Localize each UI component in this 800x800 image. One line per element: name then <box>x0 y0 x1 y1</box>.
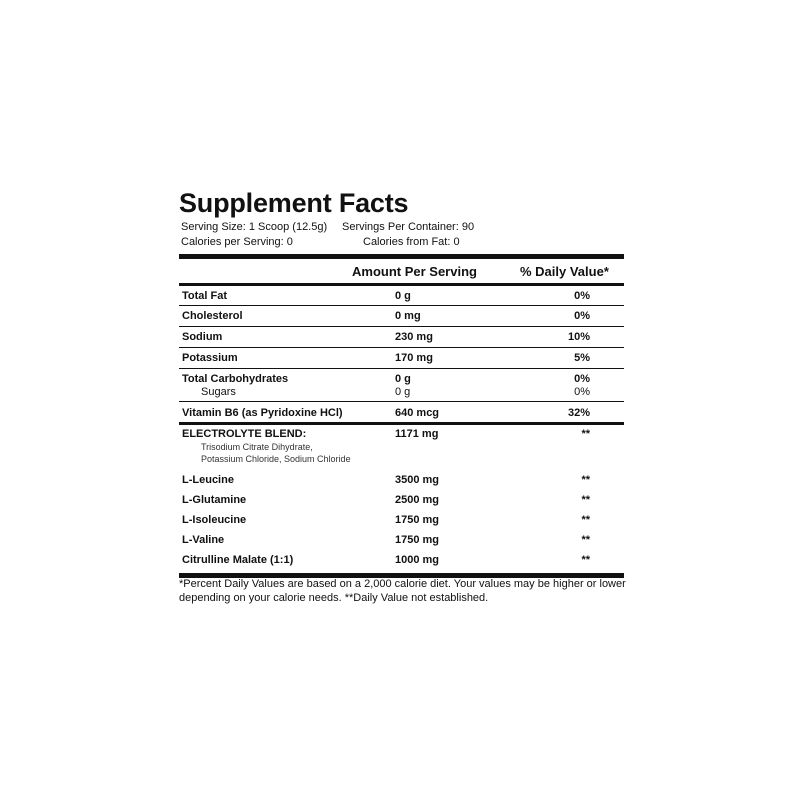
ingredient-amount: 2500 mg <box>395 494 440 506</box>
ingredient-name: L-Leucine <box>182 474 234 486</box>
ingredient-name: L-Isoleucine <box>182 514 247 526</box>
blend-name: ELECTROLYTE BLEND: <box>182 428 307 440</box>
nutrient-name: Sodium <box>182 331 223 343</box>
nutrient-daily-value: 0% <box>574 310 590 322</box>
ingredient-daily-value: ** <box>581 534 590 546</box>
nutrient-amount: 0 g <box>395 373 411 385</box>
ingredient-amount: 3500 mg <box>395 474 440 486</box>
ingredient-name: Citrulline Malate (1:1) <box>182 554 294 566</box>
supplement-facts-panel <box>179 188 624 578</box>
table-row <box>179 402 624 422</box>
ingredient-daily-value: ** <box>581 474 590 486</box>
blend-amount: 1171 mg <box>395 428 439 440</box>
sub-nutrient-name: Sugars <box>201 386 236 398</box>
blend-row <box>179 425 624 467</box>
ingredient-daily-value: ** <box>581 554 590 566</box>
blend-ingredients-line: Trisodium Citrate Dihydrate, <box>201 442 313 452</box>
table-row <box>179 471 624 491</box>
table-row <box>179 551 624 573</box>
table-row <box>179 348 624 369</box>
serving-info-line <box>179 220 624 235</box>
table-row <box>179 306 624 327</box>
ingredient-amount: 1750 mg <box>395 534 440 546</box>
nutrient-daily-value: 5% <box>574 352 590 364</box>
serving-size: Serving Size: 1 Scoop (12.5g) <box>181 221 328 233</box>
calories-per-serving: Calories per Serving: 0 <box>181 236 293 248</box>
ingredient-amount: 1750 mg <box>395 514 440 526</box>
nutrient-amount: 170 mg <box>395 352 433 364</box>
amount-header: Amount Per Serving <box>352 264 477 279</box>
nutrient-name: Total Carbohydrates <box>182 373 289 385</box>
ingredient-amount: 1000 mg <box>395 554 440 566</box>
nutrient-daily-value: 32% <box>568 407 591 419</box>
nutrient-amount: 0 g <box>395 290 411 302</box>
ingredient-name: L-Valine <box>182 534 225 546</box>
daily-value-header: % Daily Value* <box>520 264 609 279</box>
ingredient-daily-value: ** <box>581 514 590 526</box>
table-row <box>179 286 624 306</box>
calories-info-line <box>179 235 624 250</box>
nutrient-daily-value: 0% <box>574 290 590 302</box>
column-headers <box>179 259 624 283</box>
calories-from-fat: Calories from Fat: 0 <box>363 236 460 248</box>
footnote-line: *Percent Daily Values are based on a 2,000 calorie diet. Your values may be higher or lower <box>179 578 626 590</box>
nutrient-amount: 640 mcg <box>395 407 440 419</box>
footnote-line: depending on your calorie needs. **Daily Value not established. <box>179 592 489 604</box>
servings-per-container: Servings Per Container: 90 <box>342 221 475 233</box>
nutrient-daily-value: 10% <box>568 331 591 343</box>
table-row <box>179 327 624 348</box>
blend-ingredients-line: Potassium Chloride, Sodium Chloride <box>201 454 351 464</box>
ingredient-daily-value: ** <box>581 494 590 506</box>
sub-nutrient-amount: 0 g <box>395 386 411 398</box>
table-row <box>179 369 624 402</box>
footnote <box>179 577 639 605</box>
table-row <box>179 491 624 511</box>
table-row <box>179 531 624 551</box>
sub-nutrient-daily-value: 0% <box>574 386 590 398</box>
nutrient-amount: 230 mg <box>395 331 433 343</box>
panel-title: Supplement Facts <box>179 188 409 218</box>
nutrient-name: Total Fat <box>182 290 228 302</box>
nutrient-name: Vitamin B6 (as Pyridoxine HCl) <box>182 407 343 419</box>
nutrient-name: Cholesterol <box>182 310 243 322</box>
ingredient-name: L-Glutamine <box>182 494 247 506</box>
nutrient-amount: 0 mg <box>395 310 421 322</box>
blend-daily-value: ** <box>581 428 590 440</box>
nutrient-name: Potassium <box>182 352 238 364</box>
nutrient-daily-value: 0% <box>574 373 590 385</box>
table-row <box>179 511 624 531</box>
